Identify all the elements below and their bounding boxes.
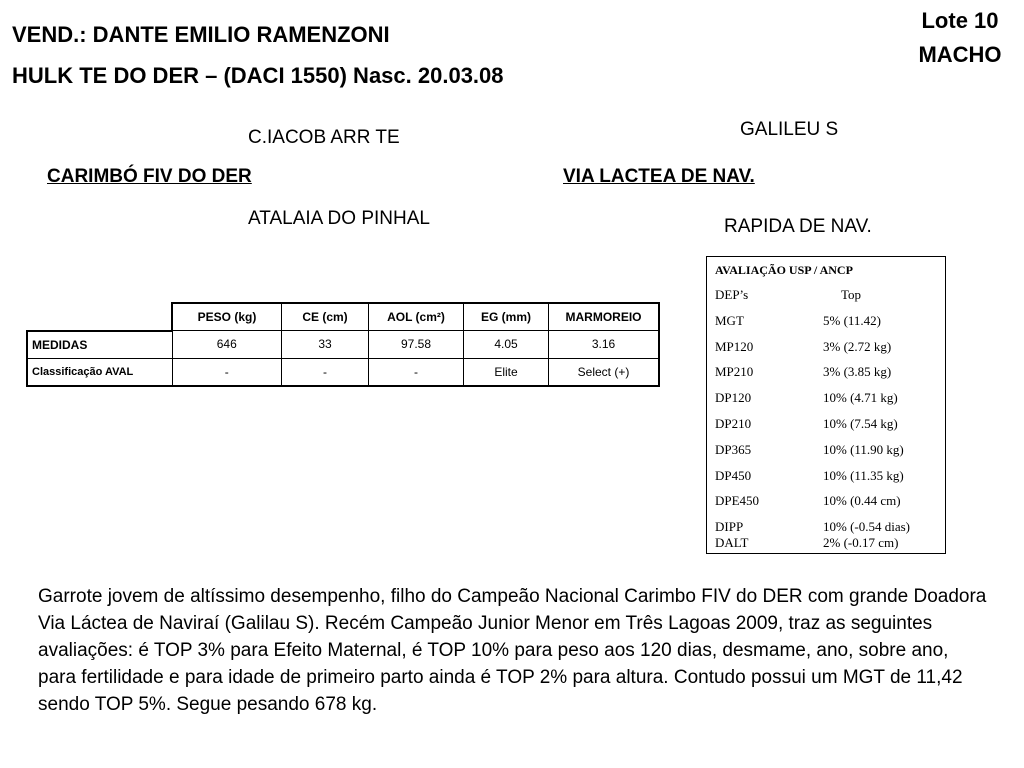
pedigree-dam-dam: RAPIDA DE NAV. — [724, 216, 872, 237]
eval-key: DPE450 — [715, 493, 760, 509]
col-eg: EG (mm) — [464, 303, 549, 331]
pedigree-sire: CARIMBÓ FIV DO DER — [47, 166, 252, 187]
eval-value: 10% (0.44 cm) — [823, 493, 901, 509]
evaluation-box — [706, 256, 946, 554]
list-item — [715, 442, 937, 468]
eval-key: DEP’s — [715, 287, 749, 302]
col-aol: AOL (cm²) — [369, 303, 464, 331]
list-item — [715, 493, 937, 519]
list-item — [715, 364, 937, 390]
description-text: Garrote jovem de altíssimo desempenho, filho do Campeão Nacional Carimbo FIV do DER com grande Doadora Via Láctea de Naviraí (Galilau S). Recém Campeão Junior Menor em Três Lagoas 2009, traz as seguintes avaliações: é TOP 3% para Efeito Maternal, é TOP 10% para peso aos 120 dias, desmame, ano, sobre ano, para fertilidade e para idade de primeiro parto ainda é TOP 2% para altura. Contudo possui um MGT de 11,42 sendo TOP 5%. Segue pesando 678 kg. — [38, 586, 987, 715]
eval-value: 10% (11.35 kg) — [823, 467, 904, 483]
cell: 646 — [172, 331, 282, 359]
eval-key: DP450 — [715, 467, 752, 483]
eval-value: 5% (11.42) — [823, 312, 882, 328]
eval-value: 3% (2.72 kg) — [823, 338, 892, 354]
list-item — [715, 519, 937, 535]
eval-value: 10% (4.71 kg) — [823, 390, 898, 406]
eval-value: 10% (-0.54 dias) — [823, 519, 911, 535]
list-item — [715, 287, 937, 313]
col-marmoreio: MARMOREIO — [549, 303, 660, 331]
lot-number: Lote 10 — [921, 8, 999, 33]
animal-title: HULK TE DO DER – (DACI 1550) Nasc. 20.03.08 — [12, 63, 504, 88]
eval-value: Top — [841, 287, 862, 302]
eval-key: DP120 — [715, 390, 752, 406]
list-item — [715, 313, 937, 339]
col-peso: PESO (kg) — [172, 303, 282, 331]
list-item — [715, 416, 937, 442]
cell: Select (+) — [549, 358, 660, 386]
cell: - — [369, 358, 464, 386]
lot-sex: MACHO — [918, 42, 1002, 67]
pedigree-dam-sire: GALILEU S — [740, 119, 839, 140]
list-item — [715, 468, 937, 494]
measures-table — [26, 302, 660, 387]
eval-key: DALT — [715, 535, 749, 551]
col-ce: CE (cm) — [282, 303, 369, 331]
eval-key: DP365 — [715, 441, 752, 457]
eval-value: 2% (-0.17 cm) — [823, 535, 899, 551]
eval-key: DIPP — [715, 519, 744, 535]
pedigree-dam: VIA LACTEA DE NAV. — [563, 166, 755, 187]
pedigree-sire-sire: C.IACOB ARR TE — [248, 127, 400, 148]
measures-corner — [27, 303, 172, 331]
evaluation-title: AVALIAÇÃO USP / ANCP — [715, 263, 853, 277]
pedigree-sire-dam: ATALAIA DO PINHAL — [248, 208, 430, 229]
eval-key: DP210 — [715, 415, 752, 431]
cell: 97.58 — [369, 331, 464, 359]
measures-header-row — [27, 303, 659, 331]
eval-value: 3% (3.85 kg) — [823, 364, 892, 380]
vendor-title: VEND.: DANTE EMILIO RAMENZONI — [12, 22, 390, 47]
eval-key: MGT — [715, 312, 744, 328]
row-label-medidas: MEDIDAS — [27, 331, 172, 359]
cell: Elite — [464, 358, 549, 386]
table-row — [27, 331, 659, 359]
cell: 3.16 — [549, 331, 660, 359]
row-label-classificacao: Classificação AVAL — [27, 358, 172, 386]
cell: 33 — [282, 331, 369, 359]
eval-value: 10% (11.90 kg) — [823, 441, 904, 457]
cell: 4.05 — [464, 331, 549, 359]
cell: - — [282, 358, 369, 386]
cell: - — [172, 358, 282, 386]
list-item — [715, 339, 937, 365]
eval-key: MP210 — [715, 364, 754, 380]
table-row — [27, 358, 659, 386]
eval-key: MP120 — [715, 338, 754, 354]
list-item — [715, 535, 937, 551]
eval-value: 10% (7.54 kg) — [823, 415, 898, 431]
list-item — [715, 390, 937, 416]
